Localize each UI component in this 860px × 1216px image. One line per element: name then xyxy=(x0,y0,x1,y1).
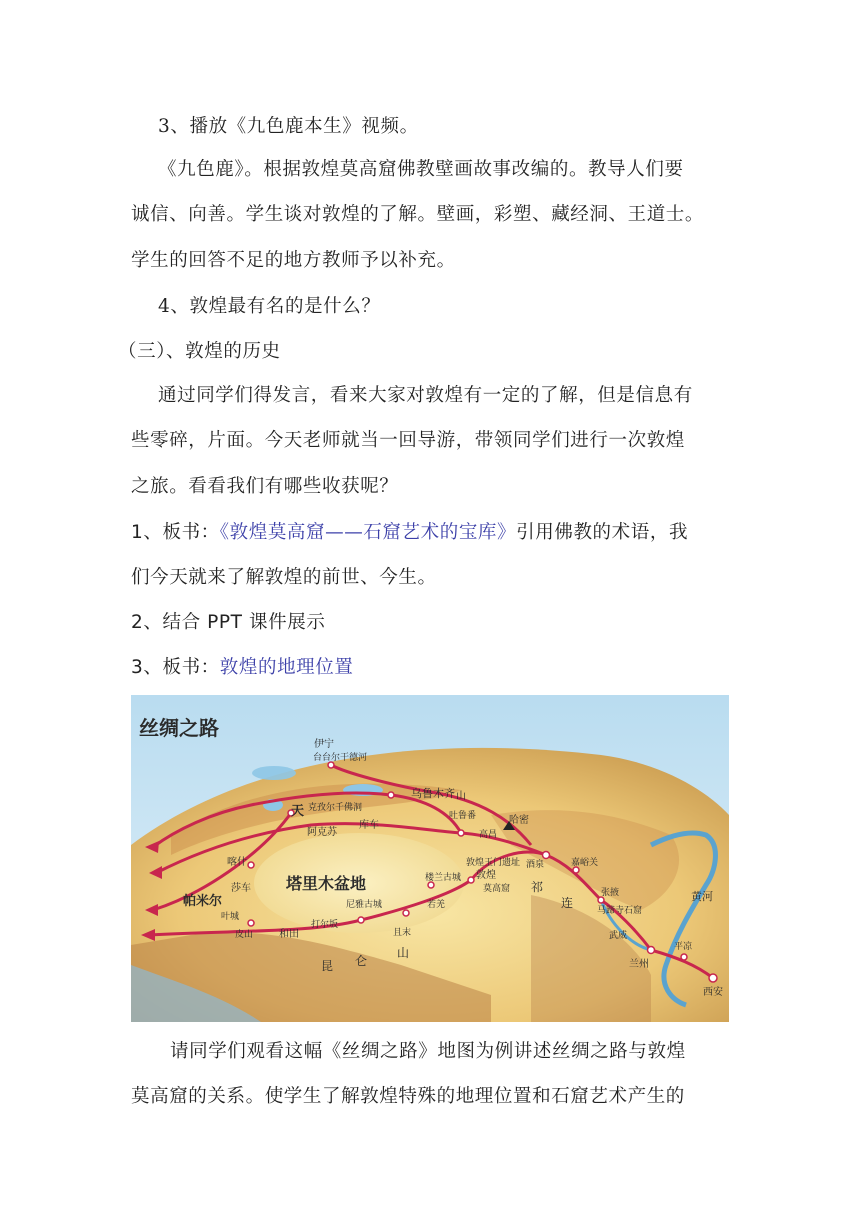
label-jiuquan: 酒泉 xyxy=(526,860,545,870)
label-hami: 哈密 xyxy=(509,815,529,826)
label-river: 台台尔干德河 xyxy=(313,753,368,763)
map-title: 丝绸之路 xyxy=(139,716,219,740)
board-3-prefix: 3、板书： xyxy=(131,657,220,678)
paragraph-nine-color-deer-line-3: 学生的回答不足的地方教师予以补充。 xyxy=(131,250,456,271)
paragraph-nine-color-deer-line-1: 《九色鹿》。根据敦煌莫高窟佛教壁画故事改编的。教导人们要 xyxy=(158,159,684,180)
label-mati: 马蹄寺石窟 xyxy=(597,906,643,916)
section-heading-history: （三）、敦煌的历史 xyxy=(118,341,281,362)
label-hetian: 和田 xyxy=(279,929,299,940)
label-jiayuguan: 嘉峪关 xyxy=(571,858,599,868)
label-loulan: 楼兰古城 xyxy=(425,873,462,883)
label-turpan: 吐鲁番 xyxy=(449,811,477,821)
label-kun: 昆 xyxy=(321,959,334,973)
label-dakeshan: 打尔坂 xyxy=(311,920,339,930)
label-niya: 尼雅古城 xyxy=(346,900,383,910)
label-yecheng: 叶城 xyxy=(221,912,240,922)
label-ruoqiang: 若羌 xyxy=(427,900,446,910)
silk-road-map xyxy=(131,695,729,1022)
label-xian: 西安 xyxy=(703,987,723,998)
board-1-title: 《敦煌莫高窟——石窟艺术的宝库》 xyxy=(219,522,517,543)
label-yining: 伊宁 xyxy=(314,739,334,750)
label-dunhuang-yumen: 敦煌玉门遗址 xyxy=(466,858,521,868)
label-zhangye: 张掖 xyxy=(601,888,620,898)
board-1-suffix: 引用佛教的术语，我 xyxy=(516,522,689,543)
label-pamir: 帕米尔 xyxy=(183,894,223,909)
label-kezil: 克孜尔千佛洞 xyxy=(308,803,363,813)
board-3-title: 敦煌的地理位置 xyxy=(219,657,354,678)
label-lian: 连 xyxy=(561,896,574,910)
label-aksu: 阿克苏 xyxy=(307,827,337,838)
label-dunhuang: 敦煌 xyxy=(476,870,496,881)
label-tian: 天 xyxy=(291,804,305,819)
label-kuqa: 库车 xyxy=(359,820,379,831)
paragraph-intro-line-3: 之旅。看看我们有哪些收获呢？ xyxy=(131,476,399,497)
label-qiemo: 且末 xyxy=(393,928,412,938)
label-kashi: 喀什 xyxy=(227,857,247,868)
paragraph-intro-line-2: 些零碎，片面。今天老师就当一回导游，带领同学们进行一次敦煌 xyxy=(131,430,685,451)
paragraph-map-line-2: 莫高窟的关系。使学生了解敦煌特殊的地理位置和石窟艺术产生的 xyxy=(131,1086,685,1107)
label-shache: 莎车 xyxy=(231,883,251,894)
paragraph-board-1 xyxy=(131,524,688,543)
label-shan-north: 山 xyxy=(456,791,466,802)
paragraph-step-3: 3、播放《九色鹿本生》视频。 xyxy=(158,116,419,137)
label-mogao: 莫高窟 xyxy=(483,884,511,894)
label-yellow-river: 黄河 xyxy=(691,890,713,903)
label-lanzhou: 兰州 xyxy=(629,959,649,970)
paragraph-nine-color-deer-line-2: 诚信、向善。学生谈对敦煌的了解。壁画，彩塑、藏经洞、王道士。 xyxy=(131,204,705,225)
label-pishan: 皮山 xyxy=(235,930,254,940)
paragraph-intro-line-1: 通过同学们得发言，看来大家对敦煌有一定的了解，但是信息有 xyxy=(158,385,693,406)
paragraph-map-line-1: 请同学们观看这幅《丝绸之路》地图为例讲述丝绸之路与敦煌 xyxy=(170,1041,686,1062)
label-tarim-basin: 塔里木盆地 xyxy=(286,874,367,893)
label-gaochang: 高昌 xyxy=(479,830,498,840)
label-urumqi: 乌鲁木齐 xyxy=(411,787,455,800)
paragraph-board-3 xyxy=(131,659,353,678)
label-qi: 祁 xyxy=(531,880,544,894)
board-1-prefix: 1、板书： xyxy=(131,522,220,543)
label-lun: 仑 xyxy=(355,954,368,968)
label-shan-south: 山 xyxy=(397,946,410,960)
paragraph-step-ppt: 2、结合 PPT 课件展示 xyxy=(131,612,326,633)
paragraph-step-4: 4、敦煌最有名的是什么？ xyxy=(158,296,381,317)
paragraph-board-1-line-2: 们今天就来了解敦煌的前世、今生。 xyxy=(131,567,437,588)
label-wuwei: 武威 xyxy=(609,931,628,941)
label-pingliang: 平凉 xyxy=(674,942,693,952)
